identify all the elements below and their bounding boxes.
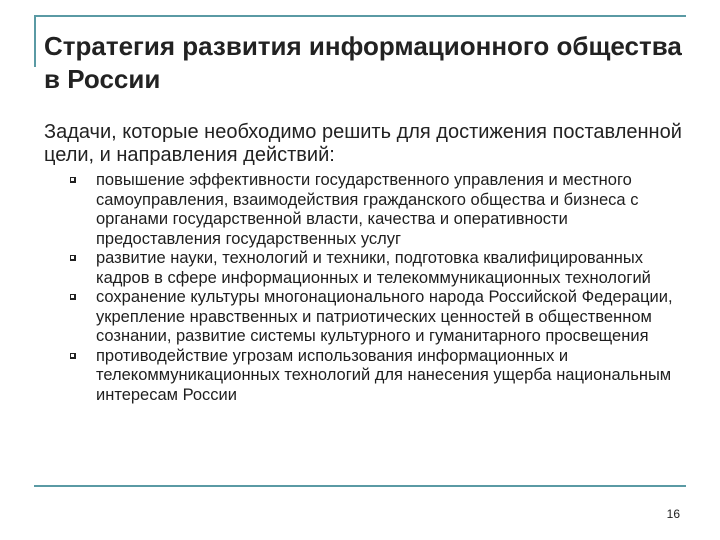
list-item <box>70 171 682 249</box>
hollow-square-icon <box>70 255 76 261</box>
bullet-text: противодействие угрозам использования информационных и телекоммуникационных технологий для нанесения ущерба национальным интересам России <box>96 346 672 404</box>
list-item <box>70 347 682 406</box>
hollow-square-icon <box>70 294 76 300</box>
hollow-square-icon <box>70 177 76 183</box>
bullet-list <box>70 171 682 405</box>
bullet-text: развитие науки, технологий и техники, подготовка квалифицированных кадров в сфере информационных и телекоммуникационных технологий <box>96 249 651 287</box>
title-frame-top-rule <box>34 15 686 17</box>
footer-rule <box>34 485 686 487</box>
list-item <box>70 249 682 288</box>
list-item <box>70 288 682 347</box>
hollow-square-icon <box>70 353 76 359</box>
slide-subtitle: Задачи, которые необходимо решить для достижения поставленной цели, и направления действий: <box>44 121 682 166</box>
title-frame-left-rule <box>34 15 36 67</box>
slide-title: Стратегия развития информационного общества в России <box>44 31 682 94</box>
page-number: 16 <box>666 507 680 521</box>
bullet-text: повышение эффективности государственного управления и местного самоуправления, взаимодействия гражданского общества и бизнеса с органами государственной власти, качества и оперативности предоставления государственных услуг <box>96 171 639 248</box>
bullet-text: сохранение культуры многонационального народа Российской Федерации, укрепление нравственных и патриотических ценностей в общественном сознании, развитие системы культурного и гуманитарного просвещения <box>96 288 673 345</box>
